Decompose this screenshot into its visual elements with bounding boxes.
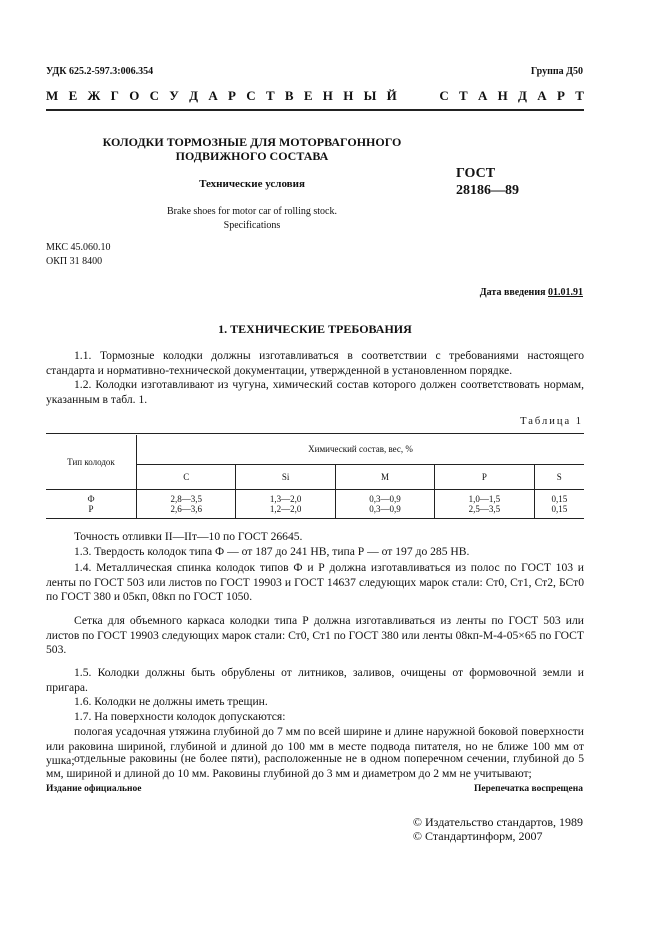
chemical-composition-table bbox=[46, 433, 584, 519]
section-title: 1. ТЕХНИЧЕСКИЕ ТРЕБОВАНИЯ bbox=[218, 322, 412, 336]
paragraph-shrinkage: пологая усадочная утяжина глубиной до 7 мм по всей ширине и длине наружной боковой поверхности или раковина шириной, глубиной и длиной до 100 мм в месте подвода питателя, но не ближе 100 мм от ушка; bbox=[46, 725, 584, 768]
group-code: Группа Д50 bbox=[530, 66, 583, 77]
interstate-standard-heading: М Е Ж Г О С У Д А Р С Т В Е Н Н Ы Й С Т А Н Д А Р Т bbox=[46, 88, 584, 103]
table-header-p: P bbox=[435, 465, 534, 490]
official-edition-label: Издание официальное bbox=[46, 784, 142, 794]
paragraph-1-3: 1.3. Твердость колодок типа Ф — от 187 до 241 НВ, типа Р — от 197 до 285 НВ. bbox=[74, 545, 470, 558]
reprint-prohibited-label: Перепечатка воспрещена bbox=[473, 784, 583, 794]
document-title: КОЛОДКИ ТОРМОЗНЫЕ ДЛЯ МОТОРВАГОННОГО ПОДВИЖНОГО СОСТАВА bbox=[102, 135, 402, 163]
paragraph-casting-accuracy: Точность отливки II—IIт—10 по ГОСТ 26645. bbox=[74, 530, 303, 543]
table-group-header: Химический состав, вес, % bbox=[137, 435, 585, 465]
paragraph-pores: отдельные раковины (не более пяти), расположенные не в одном поперечном сечении, глубиной до 5 мм, шириной и длиной до 10 мм. Раковины глубиной до 3 мм и диаметром до 2 мм не учитывают; bbox=[46, 752, 584, 780]
table-header-c: C bbox=[137, 465, 236, 490]
paragraph-1-5: 1.5. Колодки должны быть обрублены от литников, заливов, очищены от формовочной земли и пригара. bbox=[46, 666, 584, 694]
gost-number: ГОСТ 28186—89 bbox=[456, 166, 519, 198]
table-header-s: S bbox=[534, 465, 584, 490]
classification-codes: МКС 45.060.10 ОКП 31 8400 bbox=[46, 242, 111, 267]
table-header-m: M bbox=[335, 465, 434, 490]
paragraph-1-1: 1.1. Тормозные колодки должны изготавливаться в соответствии с требованиями настоящего стандарта и нормативно-технической документации, утвержденной в установленном порядке. bbox=[46, 349, 584, 377]
top-divider bbox=[46, 109, 584, 111]
table-caption: Таблица 1 bbox=[520, 416, 583, 427]
paragraph-1-2: 1.2. Колодки изготавливают из чугуна, химический состав которого должен соответствовать нормам, указанным в табл. 1. bbox=[46, 378, 584, 406]
table-row: Ф 2,8—3,5 1,3—2,0 0,3—0,9 1,0—1,5 0,15 bbox=[46, 490, 584, 505]
paragraph-mesh: Сетка для объемного каркаса колодки типа Р должна изготавливаться из ленты по ГОСТ 503 или листов по ГОСТ 19903 следующих марок стали: Ст0, Ст1 по ГОСТ 380 или ленты 08кп-М-4-05×65 по ГОСТ 503. bbox=[46, 614, 584, 657]
paragraph-1-6: 1.6. Колодки не должны иметь трещин. bbox=[74, 695, 268, 708]
document-subtitle: Технические условия bbox=[199, 178, 305, 190]
table-header-si: Si bbox=[236, 465, 335, 490]
introduction-date: Дата введения 01.01.91 bbox=[479, 287, 583, 298]
copyright-block: © Издательство стандартов, 1989 © Стандартинформ, 2007 bbox=[412, 815, 583, 843]
paragraph-1-4: 1.4. Металлическая спинка колодок типов Ф и Р должна изготавливаться из полос по ГОСТ 103 и ленты по ГОСТ 503 или листов по ГОСТ 19903 и ГОСТ 14637 следующих марок стали: Ст0, Ст1, Ст2, БСт0 по ГОСТ 380 и 05кп, 08кп по ГОСТ 1050. bbox=[46, 561, 584, 604]
english-title: Brake shoes for motor car of rolling stock. Specifications bbox=[167, 206, 337, 231]
udk-code: УДК 625.2-597.3:006.354 bbox=[46, 66, 154, 77]
table-row: Р 2,6—3,6 1,2—2,0 0,3—0,9 2,5—3,5 0,15 bbox=[46, 504, 584, 518]
paragraph-1-7: 1.7. На поверхности колодок допускаются: bbox=[74, 710, 286, 723]
table-header-type: Тип колодок bbox=[46, 435, 137, 490]
